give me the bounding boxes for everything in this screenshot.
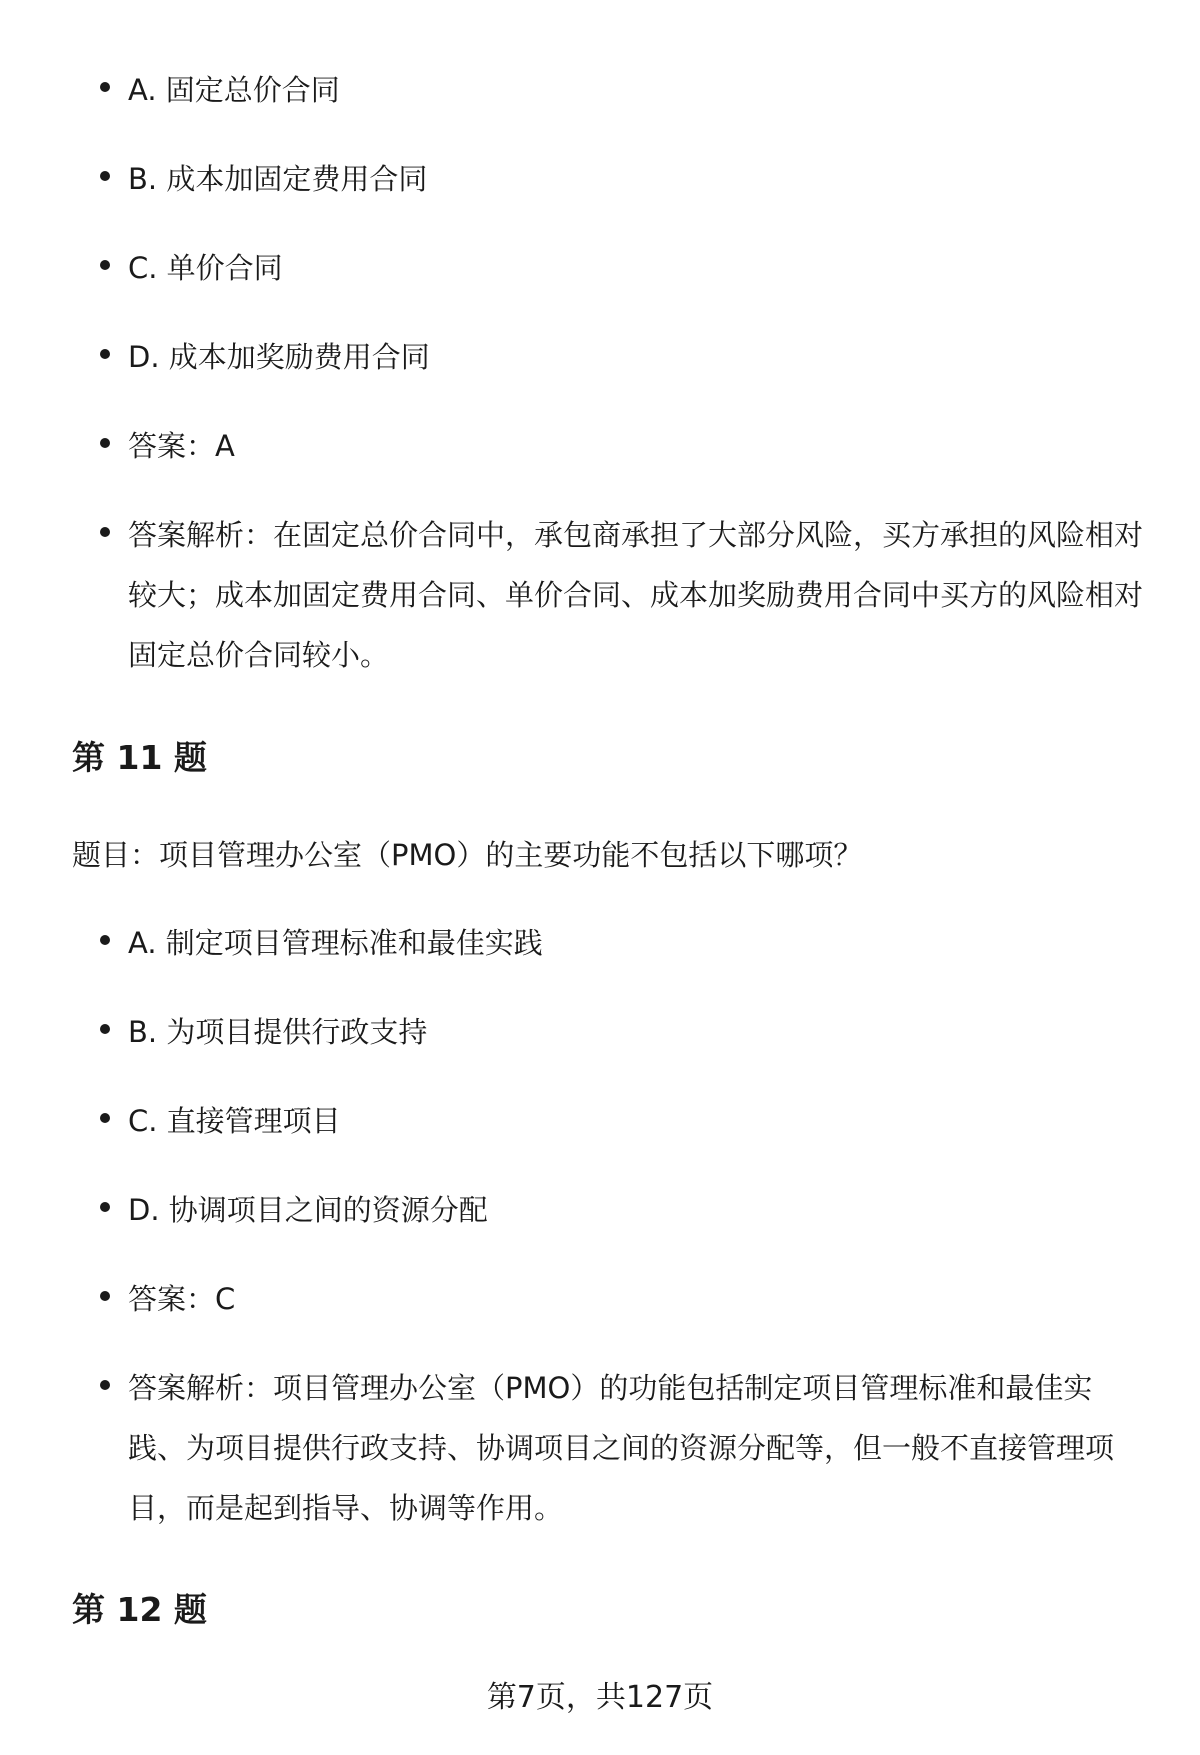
bullet-icon xyxy=(100,935,110,945)
option-b: B. 为项目提供行政支持 xyxy=(128,1015,428,1049)
list-item xyxy=(128,60,1148,120)
question-heading: 第 11 题 xyxy=(72,738,207,777)
explanation-text: 答案解析：项目管理办公室（PMO）的功能包括制定项目管理标准和最佳实践、为项目提供行政支持、协调项目之间的资源分配等，但一般不直接管理项目，而是起到指导、协调等作用。 xyxy=(128,1371,1115,1525)
option-c: C. 直接管理项目 xyxy=(128,1104,341,1138)
list-item xyxy=(128,1002,1148,1062)
bullet-icon xyxy=(100,82,110,92)
option-a: A. 固定总价合同 xyxy=(128,73,340,107)
bullet-icon xyxy=(100,438,110,448)
question-11-options xyxy=(128,913,1148,1538)
page-number: 第7页，共127页 xyxy=(486,1680,714,1715)
option-c: C. 单价合同 xyxy=(128,251,283,285)
option-a: A. 制定项目管理标准和最佳实践 xyxy=(128,926,543,960)
list-item xyxy=(128,1269,1148,1329)
bullet-icon xyxy=(100,1380,110,1390)
prev-question-options xyxy=(128,60,1148,685)
question-text: 题目：项目管理办公室（PMO）的主要功能不包括以下哪项？ xyxy=(72,838,863,872)
bullet-icon xyxy=(100,1024,110,1034)
explanation-text: 答案解析：在固定总价合同中，承包商承担了大部分风险，买方承担的风险相对较大；成本加固定费用合同、单价合同、成本加奖励费用合同中买方的风险相对固定总价合同较小。 xyxy=(128,518,1144,672)
list-item xyxy=(128,505,1148,685)
question-heading: 第 12 题 xyxy=(72,1590,207,1629)
bullet-icon xyxy=(100,349,110,359)
list-item xyxy=(128,238,1148,298)
bullet-icon xyxy=(100,1202,110,1212)
bullet-icon xyxy=(100,1291,110,1301)
option-d: D. 协调项目之间的资源分配 xyxy=(128,1193,488,1227)
bullet-icon xyxy=(100,260,110,270)
list-item xyxy=(128,149,1148,209)
bullet-icon xyxy=(100,171,110,181)
bullet-icon xyxy=(100,1113,110,1123)
list-item xyxy=(128,1358,1148,1538)
list-item xyxy=(128,416,1148,476)
bullet-icon xyxy=(100,527,110,537)
option-d: D. 成本加奖励费用合同 xyxy=(128,340,430,374)
list-item xyxy=(128,1091,1148,1151)
list-item xyxy=(128,1180,1148,1240)
option-b: B. 成本加固定费用合同 xyxy=(128,162,428,196)
list-item xyxy=(128,327,1148,387)
answer-text: 答案：A xyxy=(128,429,235,463)
list-item xyxy=(128,913,1148,973)
answer-text: 答案：C xyxy=(128,1282,236,1316)
